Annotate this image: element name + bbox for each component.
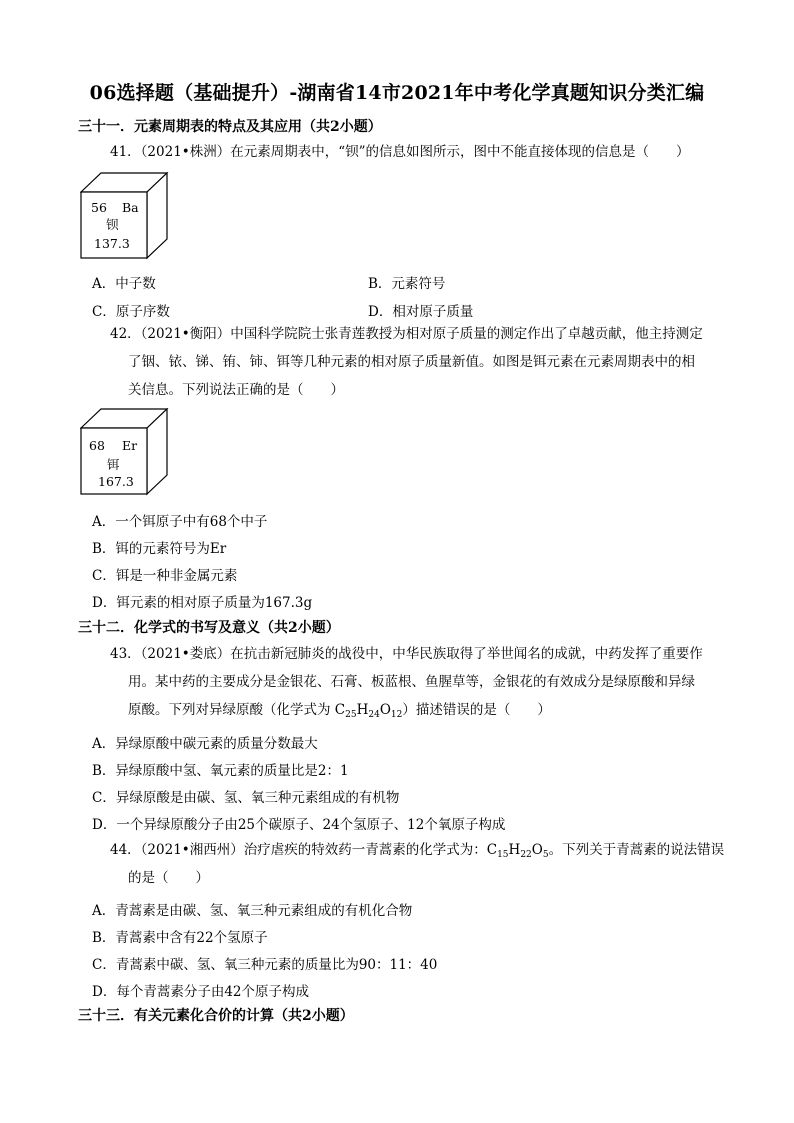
erbium-symbol: Er [122,438,138,453]
question-41-stem: 41．（2021•株洲）在元素周期表中，“钡”的信息如图所示，图中不能直接体现的信息是（ ） [110,144,690,160]
q44-option-b: B．青蒿素中含有22个氢原子 [92,930,268,946]
erbium-name: 铒 [107,457,120,472]
q43-option-c: C．异绿原酸是由碳、氢、氧三种元素组成的有机物 [92,790,400,806]
question-43-line-1: 43．（2021•娄底）在抗击新冠肺炎的战役中，中华民族取得了举世闻名的成就，中药发挥了重要作 [110,646,703,662]
q44-option-c: C．青蒿素中碳、氢、氧三种元素的质量比为90：11：40 [92,957,438,973]
q41-option-a: A．中子数 [92,276,156,292]
barium-atomic-number: 56 [91,200,107,215]
barium-name: 钡 [106,217,119,232]
q42-option-b: B．铒的元素符号为Er [92,541,227,557]
question-43-line-2: 用。某中药的主要成分是金银花、石膏、板蓝根、鱼腥草等，金银花的有效成分是绿原酸和异绿 [128,674,695,690]
erbium-element-cell [80,408,170,496]
question-44-line-1: 44．（2021•湘西州）治疗虐疾的特效药一青蒿素的化学式为：$C_{15}H_{22}O_5$。下列关于青蒿素的说法错误 [110,842,725,860]
question-42-line-1: 42．（2021•衡阳）中国科学院院士张青莲教授为相对原子质量的测定作出了卓越贡献，他主持测定 [110,326,703,342]
section-heading-33: 三十三．有关元素化合价的计算（共2小题） [78,1008,354,1024]
section-heading-31: 三十一．元素周期表的特点及其应用（共2小题） [78,119,382,135]
q41-option-c: C．原子序数 [92,304,170,320]
q41-option-d: D．相对原子质量 [368,304,474,320]
q43-option-d: D．一个异绿原酸分子由25个碳原子、24个氢原子、12个氧原子构成 [92,817,506,833]
q44-option-d: D．每个青蒿素分子由42个原子构成 [92,984,310,1000]
question-42-line-2: 了铟、铱、锑、铕、铈、铒等几种元素的相对原子质量新值。如图是铒元素在元素周期表中的相 [128,354,695,370]
section-heading-32: 三十二．化学式的书写及意义（共2小题） [78,620,340,636]
q43-option-b: B．异绿原酸中氢、氧元素的质量比是2：1 [92,763,349,779]
barium-element-cell [80,172,170,260]
q42-option-c: C．铒是一种非金属元素 [92,568,238,584]
page-title: 06选择题（基础提升）-湖南省14市2021年中考化学真题知识分类汇编 [89,82,705,104]
q44-option-a: A．青蒿素是由碳、氢、氧三种元素组成的有机化合物 [92,903,413,919]
question-42-line-3: 关信息。下列说法正确的是（ ） [128,382,344,398]
q42-option-a: A．一个铒原子中有68个中子 [92,514,268,530]
question-43-line-3: 原酸。下列对异绿原酸（化学式为 $C_{25}H_{24}O_{12}$）描述错误的是（ ） [128,702,551,720]
erbium-atomic-number: 68 [89,438,105,453]
q43-option-a: A．异绿原酸中碳元素的质量分数最大 [92,736,318,752]
q41-option-b: B．元素符号 [368,276,446,292]
question-44-line-2: 的是（ ） [128,870,209,886]
barium-mass: 137.3 [94,236,130,251]
erbium-mass: 167.3 [98,474,134,489]
barium-symbol: Ba [122,200,139,215]
q42-option-d: D．铒元素的相对原子质量为167.3g [92,595,313,611]
